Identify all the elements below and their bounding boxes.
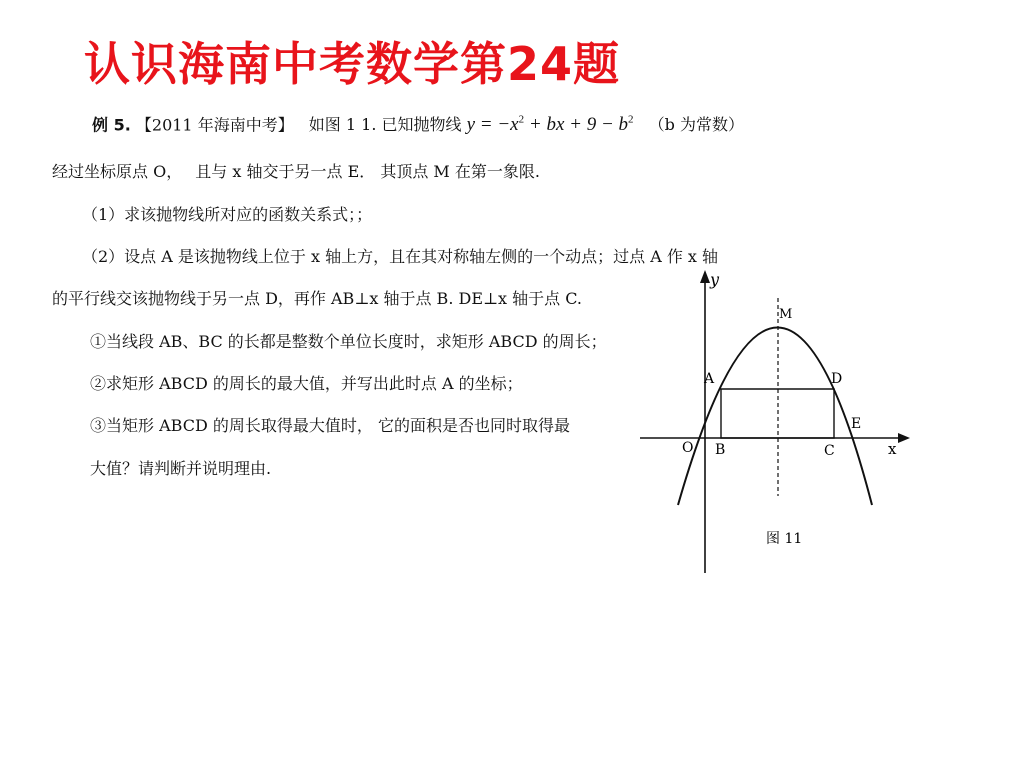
figure-caption: 图 11 — [766, 531, 803, 547]
point-a-label: A — [704, 371, 715, 387]
point-c-label: C — [824, 443, 835, 459]
origin-label: O — [682, 440, 694, 456]
problem-line-2: 经过坐标原点 O， 且与 x 轴交于另一点 E． 其顶点 M 在第一象限. — [52, 162, 540, 181]
example-label: 例 5. — [92, 115, 131, 135]
formula-exponent-1: 2 — [518, 114, 525, 126]
problem-intro: 如图 1 1. 已知抛物线 — [308, 115, 462, 135]
question-2-line-2: 的平行线交该抛物线于另一点 D，再作 AB⊥x 轴于点 B. DE⊥x 轴于点 C. — [52, 289, 582, 308]
sub-question-3-line-1: ③当矩形 ABCD 的周长取得最大值时， 它的面积是否也同时取得最 — [90, 416, 570, 435]
question-2-line-1: （2）设点 A 是该抛物线上位于 x 轴上方，且在其对称轴左侧的一个动点；过点 A 作 x 轴 — [82, 247, 719, 266]
parabola-curve — [678, 328, 872, 506]
formula-part-2: + bx + 9 − b — [524, 114, 629, 136]
x-axis-arrow — [898, 433, 910, 443]
point-e-label: E — [851, 416, 862, 432]
vertex-m-label: M — [779, 307, 793, 322]
sub-question-2: ②求矩形 ABCD 的周长的最大值，并写出此时点 A 的坐标； — [90, 374, 523, 393]
question-1: （1）求该抛物线所对应的函数关系式；； — [82, 205, 373, 224]
point-b-label: B — [715, 442, 726, 458]
formula-part-1: y = −x — [466, 114, 519, 136]
sub-question-1: ①当线段 AB、BC 的长都是整数个单位长度时，求矩形 ABCD 的周长； — [90, 332, 607, 351]
x-axis-label: x — [888, 440, 897, 458]
y-axis-label: y — [710, 270, 720, 289]
sub-question-3-line-2: 大值？请判断并说明理由. — [90, 459, 272, 478]
problem-note: （b 为常数） — [648, 115, 744, 135]
point-d-label: D — [831, 371, 843, 387]
formula-exponent-2: 2 — [628, 114, 634, 126]
page-title: 认识海南中考数学第24题 — [84, 37, 621, 91]
y-axis-arrow — [700, 270, 710, 283]
problem-source: 【2011 年海南中考】 — [135, 115, 294, 135]
